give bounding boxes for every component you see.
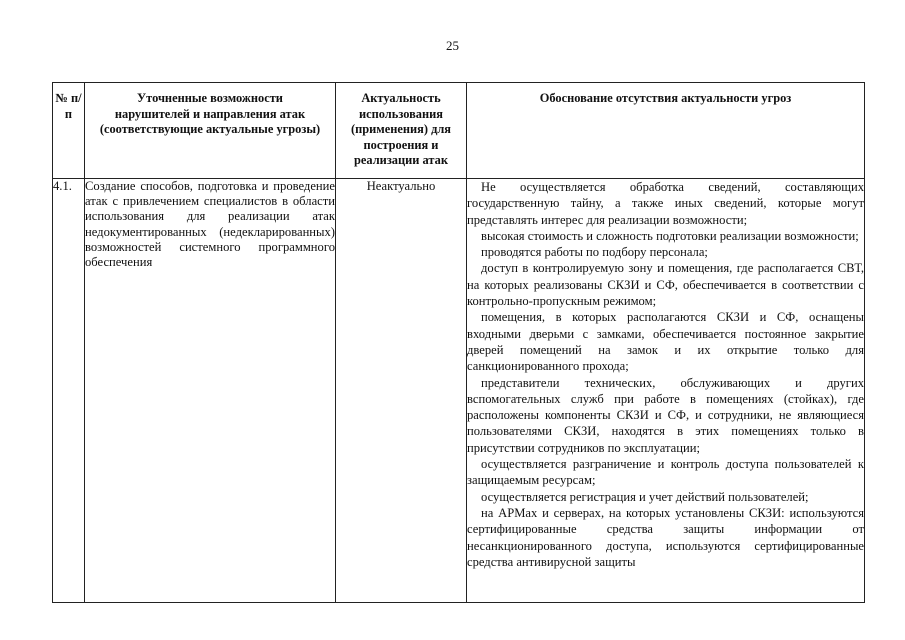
row-number: 4.1. <box>53 179 85 603</box>
row-actuality: Неактуально <box>336 179 467 603</box>
reason-item: помещения, в которых располагаются СКЗИ и СФ, оснащены входными дверьми с замками, обеспечивается постоянное закрытие дверей помещений на замок и их открытие только для санкционированного прохода; <box>467 310 864 374</box>
page-number: 25 <box>446 38 459 53</box>
header-reasoning: Обоснование отсутствия актуальности угроз <box>467 83 865 179</box>
reason-item: на АРМах и серверах, на которых установлены СКЗИ: используются сертифицированные средства защиты информации от несанкционированного доступа, используются сертифицированные средства антивирусной защиты <box>467 505 864 569</box>
header-number: № п/п <box>53 83 85 179</box>
table-row <box>53 179 865 603</box>
reason-item: представители технических, обслуживающих и других вспомогательных служб при работе в помещениях (стойках), где расположены компоненты СКЗИ и СФ, и сотрудники, не являющиеся пользователями СКЗИ, находятся в этих помещениях только в присутствии сотрудников по эксплуатации; <box>467 375 864 455</box>
header-actuality: Актуальность использования (применения) для построения и реализации атак <box>336 83 467 179</box>
row-reasoning <box>467 179 865 603</box>
reason-item: доступ в контролируемую зону и помещения, где располагается СВТ, на которых реализованы СКЗИ и СФ, обеспечивается в соответствии с контрольно-пропускным режимом; <box>467 261 864 309</box>
row-capability: Создание способов, подготовка и проведение атак с привлечением специалистов в области использования для реализации атак недокументированных (недекларированных) возможностей системного программного обеспечения <box>85 179 336 603</box>
reason-item: осуществляется разграничение и контроль доступа пользователей к защищаемым ресурсам; <box>467 457 864 488</box>
header-capabilities: Уточненные возможности нарушителей и направления атак (соответствующие актуальные угрозы) <box>85 83 336 179</box>
reason-item: Не осуществляется обработка сведений, составляющих государственную тайну, а также иных сведений, которые могут представлять интерес для реализации возможности; <box>467 180 864 227</box>
threat-table <box>52 82 865 603</box>
table-header-row <box>53 83 865 179</box>
reason-item: осуществляется регистрация и учет действий пользователей; <box>481 489 809 504</box>
reason-item: проводятся работы по подбору персонала; <box>481 245 708 260</box>
reason-item: высокая стоимость и сложность подготовки реализации возможности; <box>481 228 859 243</box>
